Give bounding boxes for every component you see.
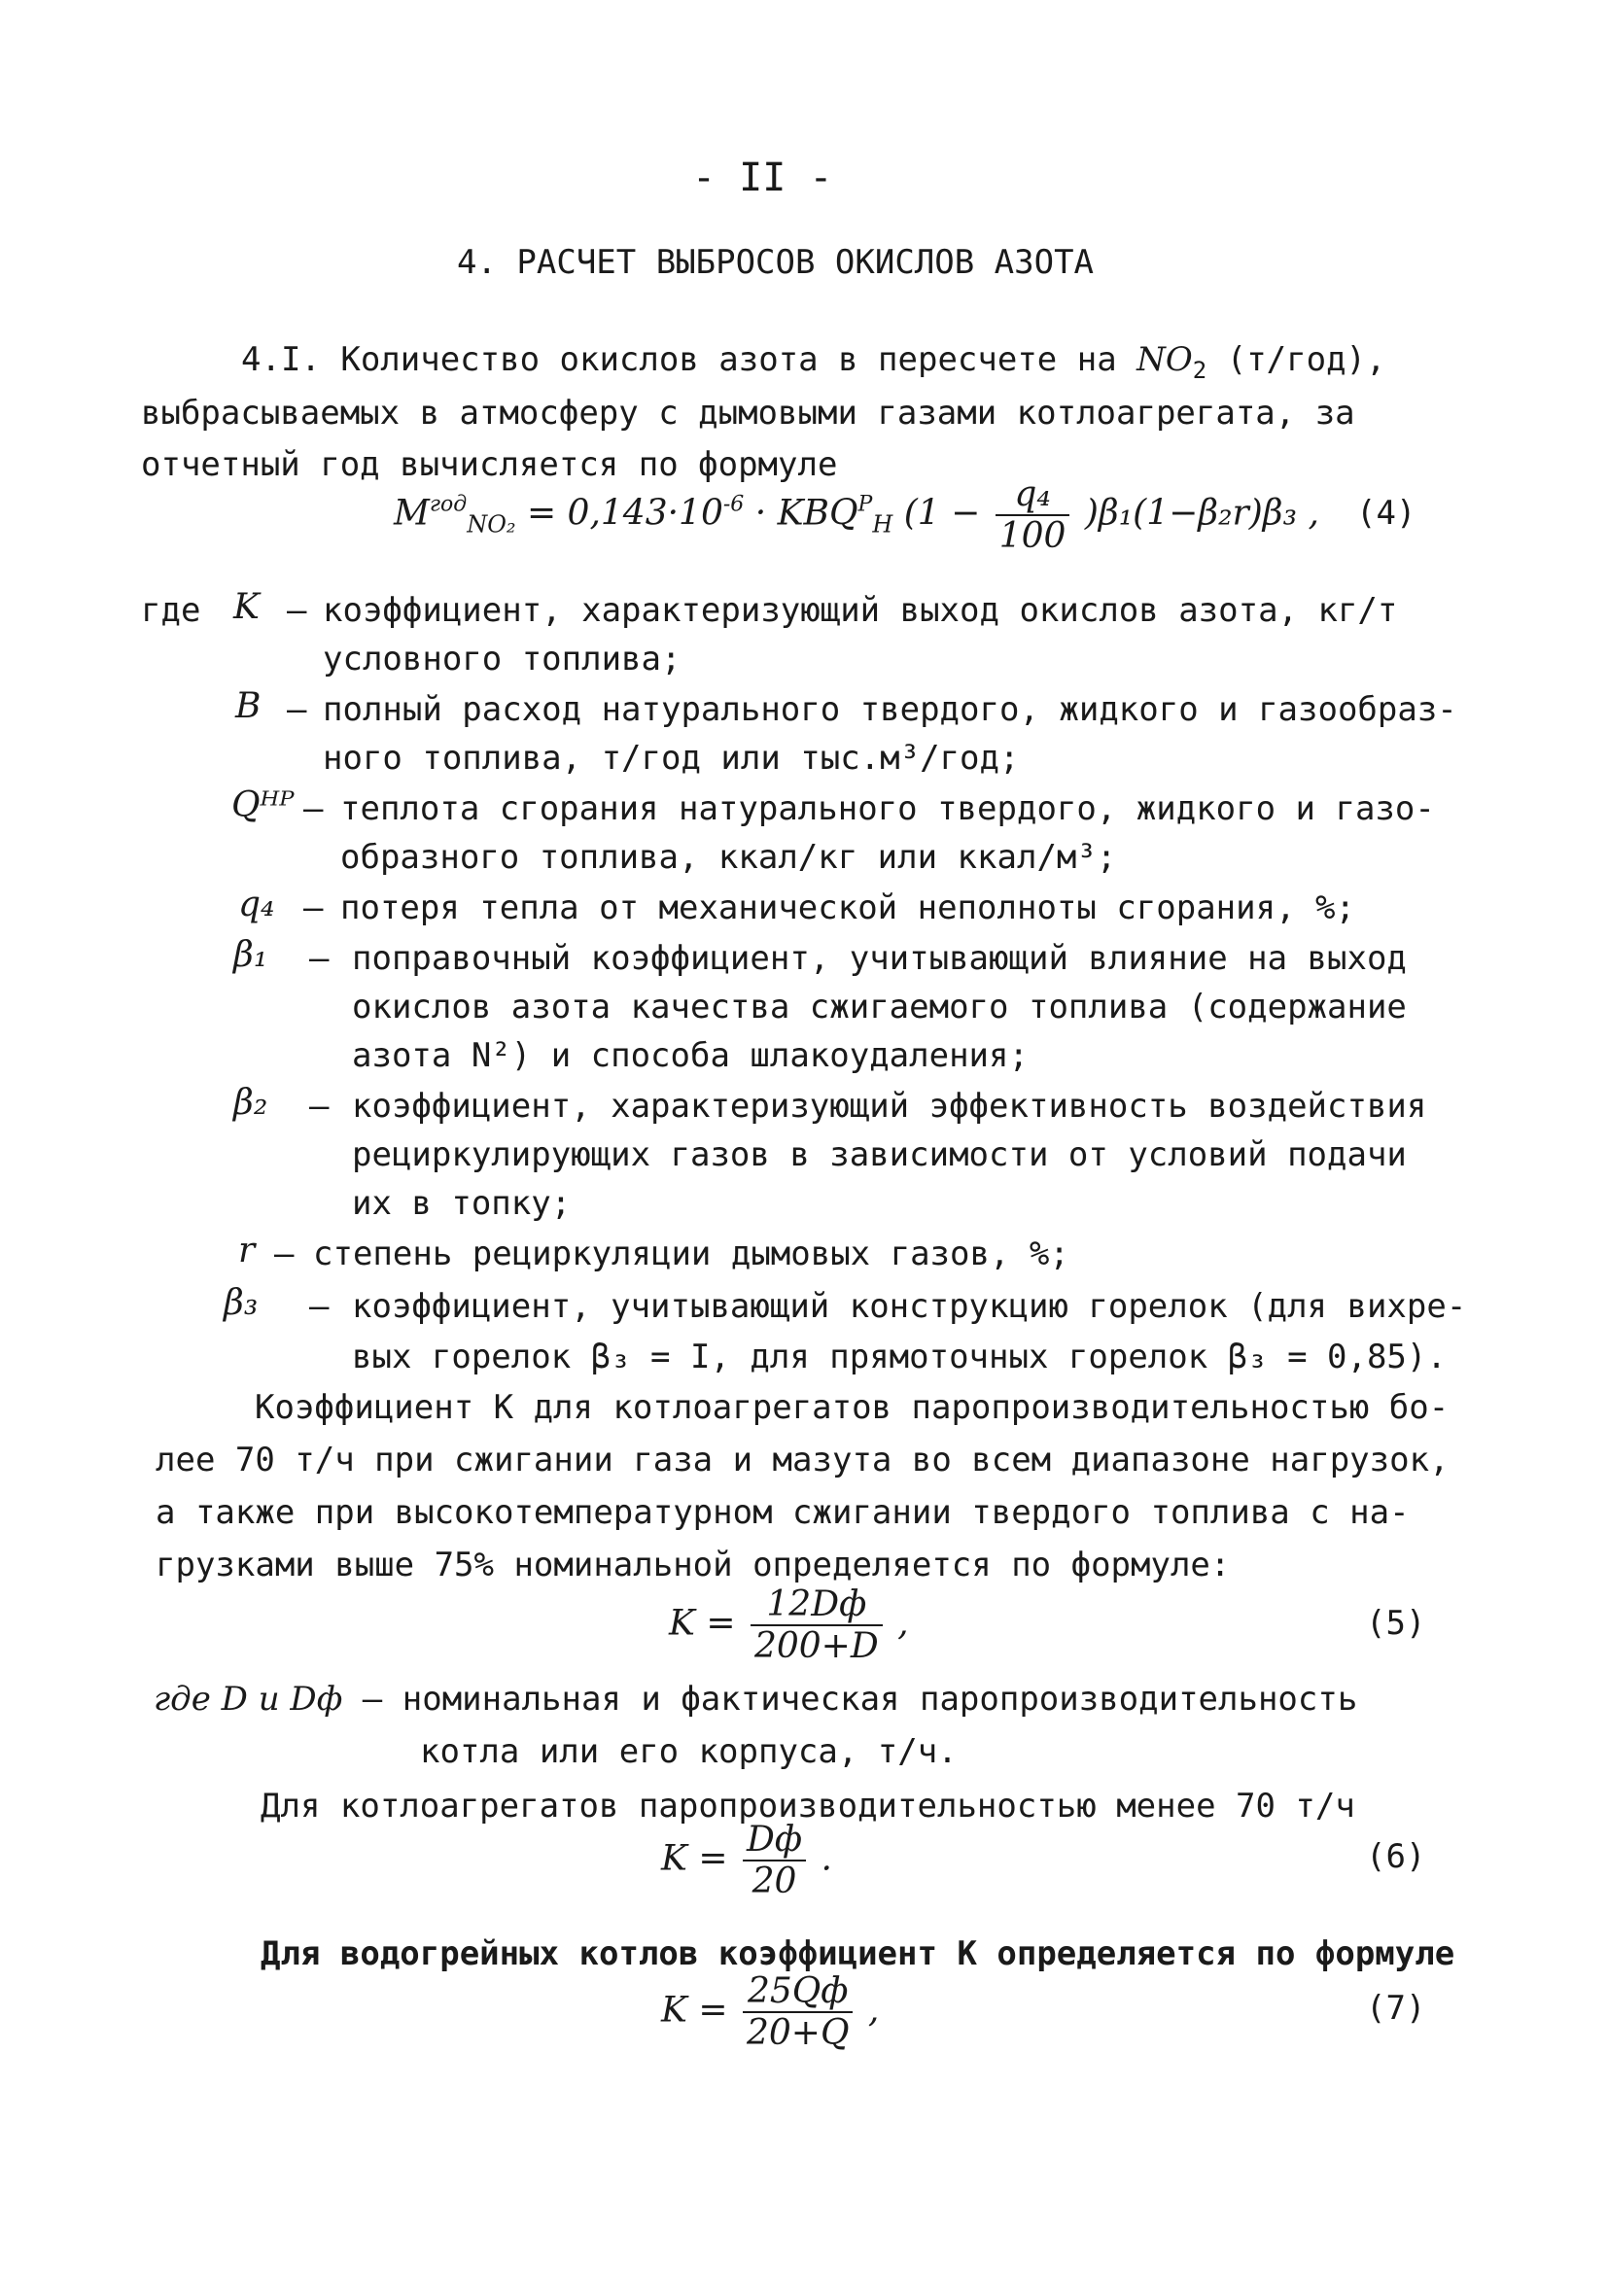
f4-open: (1 −	[903, 493, 981, 534]
para-water: Для водогрейных котлов коэффициент K определяется по формуле	[261, 1934, 1455, 1973]
def-dash: –	[362, 1680, 383, 1719]
no2-symbol: NO	[1136, 340, 1193, 379]
f6-tail: .	[821, 1838, 832, 1879]
def-beta2-line3: их в топку;	[352, 1184, 572, 1223]
def-beta3-line2: вых горелок β₃ = I, для прямоточных горелок β₃ = 0,85).	[352, 1338, 1447, 1376]
f4-fraction	[996, 474, 1070, 557]
f4-lhs-sub: NO₂	[467, 510, 516, 539]
para-4-1-line2: выбрасываемых в атмосферу с дымовыми газами котлоагрегата, за	[141, 394, 1355, 433]
def-symbol-q4: q₄	[238, 885, 275, 924]
para-4-1-text: 4.I. Количество окислов азота в пересчете на	[241, 340, 1117, 379]
para-k-line2: лее 70 т/ч при сжигании газа и мазута во всем диапазоне нагрузок,	[156, 1441, 1450, 1479]
def-symbol-r: r	[238, 1231, 256, 1270]
f6-fraction	[743, 1820, 806, 1902]
f5-lhs: K =	[669, 1603, 736, 1644]
para-k-line1: Коэффициент K для котлоагрегатов паропроизводительностью бо-	[255, 1388, 1450, 1427]
f5-fraction	[751, 1584, 883, 1667]
para-k-line3: а также при высокотемпературном сжигании твердого топлива с на-	[156, 1493, 1410, 1532]
equation-number-7: (7)	[1366, 1989, 1426, 2028]
para-4-1-line1	[241, 340, 1385, 384]
where-d-line1: номинальная и фактическая паропроизводительность	[402, 1680, 1358, 1719]
def-dash: –	[287, 591, 307, 630]
para-less70: Для котлоагрегатов паропроизводительностью менее 70 т/ч	[261, 1787, 1355, 1826]
where-d-line2: котла или его корпуса, т/ч.	[420, 1732, 958, 1771]
def-b-line1: полный расход натурального твердого, жидкого и газообраз-	[323, 690, 1457, 729]
def-dash: –	[309, 1087, 330, 1126]
f7-den: 20+Q	[746, 2013, 850, 2054]
def-symbol-beta1: β₁	[233, 935, 268, 975]
def-dash: –	[287, 690, 307, 729]
where-d-symbols: где D и Dф	[154, 1680, 343, 1719]
def-dash: –	[303, 888, 324, 927]
def-b-line2: ного топлива, т/год или тыс.м³/год;	[323, 739, 1020, 778]
def-q4-line1: потеря тепла от механической неполноты сгорания, %;	[340, 888, 1355, 927]
para-4-1-line3: отчетный год вычисляется по формуле	[141, 445, 838, 484]
def-beta1-line2: окислов азота качества сжигаемого топлива (содержание	[352, 988, 1407, 1026]
para-4-1-unit: (т/год),	[1226, 340, 1386, 379]
def-symbol-qh: Qᴴᴾ	[231, 785, 295, 825]
def-qh-line1: теплота сгорания натурального твердого, жидкого и газо-	[340, 789, 1435, 828]
formula-7	[661, 1971, 879, 2054]
f7-fraction	[743, 1971, 854, 2054]
where-d-prefix	[154, 1680, 1357, 1719]
no2-sub: 2	[1192, 357, 1207, 384]
def-dash: –	[309, 1287, 330, 1326]
f4-rhs-b: · KBQ	[754, 493, 858, 534]
f4-rhs-a: = 0,143·10	[526, 493, 723, 534]
equation-number-4: (4)	[1356, 494, 1416, 533]
def-dash: –	[303, 789, 324, 828]
f4-q-sup: P	[857, 492, 873, 517]
def-symbol-beta2: β₂	[233, 1083, 268, 1123]
equation-number-6: (6)	[1366, 1837, 1426, 1876]
f4-lhs-sup: год	[429, 492, 468, 517]
f5-num: 12Dф	[751, 1584, 883, 1626]
def-symbol-beta3: β₃	[224, 1283, 259, 1323]
f4-q-sub: H	[872, 510, 893, 539]
formula-4	[394, 474, 1319, 557]
where-label: где	[141, 591, 201, 630]
f7-lhs: K =	[661, 1990, 728, 2031]
equation-number-5: (5)	[1366, 1604, 1426, 1643]
page-number: - II -	[692, 156, 833, 200]
f6-lhs: K =	[661, 1838, 728, 1879]
f6-num: Dф	[743, 1820, 806, 1861]
def-symbol-b: B	[235, 686, 262, 726]
def-beta1-line3: азота N²) и способа шлакоудаления;	[352, 1036, 1029, 1075]
f5-den: 200+D	[753, 1626, 879, 1667]
f4-frac-num: q₄	[996, 474, 1070, 516]
def-dash: –	[309, 939, 330, 978]
para-k-line4: грузками выше 75% номинальной определяется по формуле:	[156, 1546, 1231, 1584]
f4-lhs: M	[394, 493, 430, 534]
formula-5	[669, 1584, 909, 1667]
f5-tail: ,	[897, 1603, 909, 1644]
f4-exp: -6	[722, 492, 745, 517]
def-k-line2: условного топлива;	[323, 640, 682, 678]
f6-den: 20	[752, 1861, 797, 1902]
f7-num: 25Qф	[743, 1971, 854, 2013]
f4-close: )β₁(1−β₂r)β₃ ,	[1084, 493, 1319, 534]
def-dash: –	[274, 1235, 295, 1273]
def-beta2-line2: рециркулирующих газов в зависимости от условий подачи	[352, 1135, 1407, 1174]
def-k-line1: коэффициент, характеризующий выход окислов азота, кг/т	[323, 591, 1398, 630]
f7-tail: ,	[867, 1990, 880, 2031]
def-symbol-k: K	[233, 587, 260, 627]
def-qh-line2: образного топлива, ккал/кг или ккал/м³;	[340, 838, 1117, 877]
def-beta2-line1: коэффициент, характеризующий эффективность воздействия	[352, 1087, 1427, 1126]
def-r-line1: степень рециркуляции дымовых газов, %;	[313, 1235, 1069, 1273]
section-heading: 4. РАСЧЕТ ВЫБРОСОВ ОКИСЛОВ АЗОТА	[457, 243, 1095, 282]
def-beta1-line1: поправочный коэффициент, учитывающий влияние на выход	[352, 939, 1407, 978]
def-beta3-line1: коэффициент, учитывающий конструкцию горелок (для вихре-	[352, 1287, 1467, 1326]
formula-6	[661, 1820, 832, 1902]
f4-frac-den: 100	[998, 516, 1066, 557]
